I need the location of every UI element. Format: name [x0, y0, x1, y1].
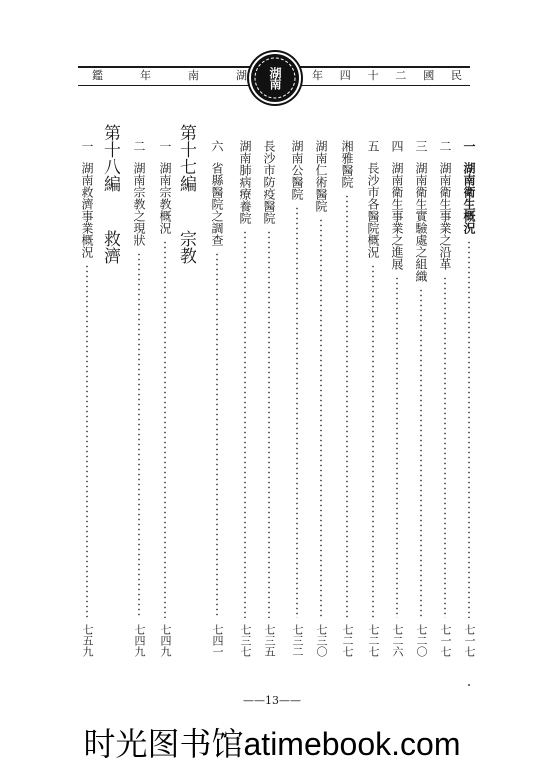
header-char: 二	[395, 69, 407, 82]
entry-title: 省縣醫院之調查	[210, 162, 224, 246]
entry-number: 三	[414, 140, 428, 152]
entry-title: 湖南肺病療養院	[238, 140, 252, 224]
entry-title: 湖南仁術醫院	[314, 140, 328, 212]
entry-title: 湖南救濟事業概況	[80, 162, 94, 258]
entry-number: 一	[462, 140, 476, 152]
entry-number: 五	[366, 140, 380, 152]
header-char: 年	[140, 69, 151, 82]
entry-page-number: 七三七	[239, 624, 252, 657]
entry-title: 湖南宗教概況	[158, 162, 172, 234]
page-number: ——13——	[243, 694, 301, 707]
entry-title: 湘雅醫院	[340, 140, 354, 188]
entry-number: 一	[80, 140, 94, 152]
leader-dots	[346, 194, 348, 618]
leader-dots	[244, 230, 246, 618]
watermark-text: 时光图书馆atimebook.com	[83, 726, 461, 762]
part-title: 第十七編	[176, 124, 196, 192]
leader-dots	[444, 276, 446, 618]
entry-page-number: 七一七	[439, 624, 452, 657]
header-char: 十	[367, 69, 379, 82]
entry-page-number: 七三〇	[315, 624, 328, 657]
scan-speck	[468, 684, 470, 686]
header-char: 國	[423, 69, 435, 82]
part-subtitle: 宗教	[176, 230, 196, 264]
entry-number: 一	[158, 140, 172, 152]
entry-page-number: 七二六	[391, 624, 404, 657]
entry-page-number: 七四九	[133, 624, 146, 657]
leader-dots	[164, 240, 166, 618]
entry-title: 湖南衛生事業之進展	[390, 162, 404, 270]
entry-number: 二	[132, 140, 146, 152]
entry-page-number: 七四一	[211, 624, 224, 657]
leader-dots	[296, 206, 298, 618]
entry-title: 長沙市各醫院概況	[366, 162, 380, 258]
leader-dots	[138, 252, 140, 618]
entry-title: 長沙市防疫醫院	[262, 140, 276, 224]
entry-page-number: 七五九	[81, 624, 94, 657]
entry-page-number: 七二七	[367, 624, 380, 657]
part-title: 第十八編	[100, 124, 120, 192]
leader-dots	[396, 276, 398, 618]
leader-dots	[320, 218, 322, 618]
running-header-left	[92, 68, 247, 84]
header-char: 四	[339, 69, 351, 82]
leader-dots	[372, 264, 374, 618]
leader-dots	[468, 240, 470, 618]
hunan-emblem-icon	[249, 52, 301, 104]
running-header-right	[312, 68, 462, 84]
entry-page-number: 七二七	[341, 624, 354, 657]
entry-page-number: 七三二	[291, 624, 304, 657]
entry-number: 二	[438, 140, 452, 152]
leader-dots	[420, 288, 422, 618]
leader-dots	[216, 252, 218, 618]
entry-title: 湖南衛生概況	[462, 162, 476, 234]
part-subtitle: 救濟	[100, 230, 120, 264]
header-char: 鑑	[92, 69, 103, 82]
entry-title: 湖南公醫院	[290, 140, 304, 200]
entry-page-number: 七一七	[463, 624, 476, 657]
entry-number: 六	[210, 140, 224, 152]
entry-page-number: 七二〇	[415, 624, 428, 657]
entry-page-number: 七三五	[263, 624, 276, 657]
leader-dots	[86, 264, 88, 618]
entry-number: 四	[390, 140, 404, 152]
entry-title: 湖南衛生實驗處之組織	[414, 162, 428, 282]
header-char: 南	[188, 69, 199, 82]
emblem-text: 湖南	[268, 67, 282, 89]
entry-title: 湖南衛生事業之沿革	[438, 162, 452, 270]
header-char: 民	[450, 69, 462, 82]
header-char: 湖	[236, 69, 247, 82]
entry-title: 湖南宗教之現狀	[132, 162, 146, 246]
entry-page-number: 七四九	[159, 624, 172, 657]
leader-dots	[268, 230, 270, 618]
header-char: 年	[312, 69, 323, 82]
